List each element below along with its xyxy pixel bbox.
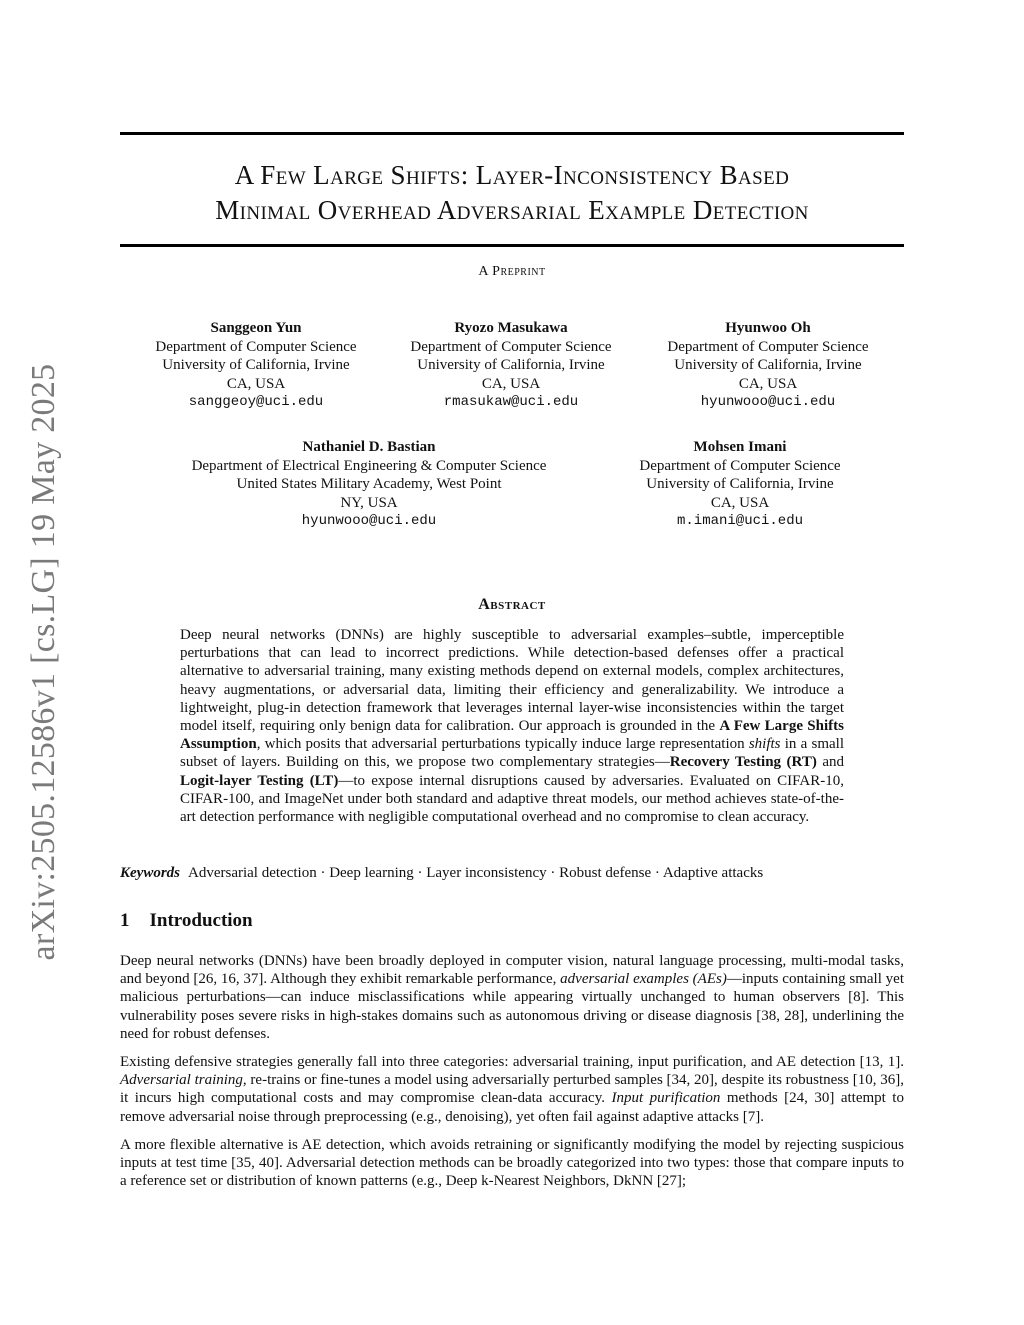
paragraph-italic: adversarial examples (AEs) [560, 971, 727, 988]
paragraph-text: —inputs containing small yet malicious perturbations—can induce misclassifications while appearing virtually unchanged to human observers [8]. This vulnerability poses severe risks in high-stakes domains such as autonomous driving or disease diagnosis [38, 28], underlining the need for robust defenses. [120, 971, 904, 1042]
author-institution: United States Military Academy, West Point [236, 476, 502, 492]
author-name: Ryozo Masukawa [454, 320, 568, 336]
author-name: Nathaniel D. Bastian [302, 439, 436, 455]
author-name: Sanggeon Yun [210, 320, 302, 336]
author-location: CA, USA [738, 375, 798, 392]
abstract-text: , which posits that adversarial perturbations typically induce large representation [256, 736, 749, 753]
section-heading [120, 910, 253, 932]
title-bottom-rule [120, 244, 904, 247]
abstract-emphasis: Recovery Testing (RT) [669, 754, 817, 771]
abstract-body [180, 626, 844, 826]
author-name: Mohsen Imani [693, 439, 787, 455]
keywords-text: Adversarial detection · Deep learning · Layer inconsistency · Robust defense · Adaptive attacks [188, 865, 764, 881]
paragraph-text: Existing defensive strategies generally fall into three categories: adversarial training, input purification, and AE detection [13, 1]. [120, 1054, 904, 1071]
preprint-label: A Preprint [478, 264, 546, 279]
author-email[interactable]: sanggeoy@uci.edu [188, 394, 324, 410]
abstract-emphasis: A Few Large Shifts Assumption [180, 718, 844, 753]
paragraph [120, 952, 904, 1043]
author-department: Department of Computer Science [410, 338, 612, 355]
paragraph [120, 1136, 904, 1191]
author-email[interactable]: hyunwooo@uci.edu [700, 394, 836, 410]
author-institution: University of California, Irvine [417, 357, 605, 373]
author-email[interactable]: m.imani@uci.edu [676, 513, 804, 529]
author-block [625, 438, 855, 531]
paragraph-text: , re-trains or fine-tunes a model using adversarially perturbed samples [34, 20], despite its robustness [10, 36], it incurs high computational costs and may compromise clean-data accuracy. [120, 1072, 905, 1107]
abstract-text: Deep neural networks (DNNs) are highly susceptible to adversarial examples–subtle, imperceptible perturbations that can lead to incorrect predictions. While detection-based defenses offer a practical alternative to adversarial training, many existing methods depend on external models, complex architectures, heavy augmentations, or adversarial data, limiting their efficiency and generalizability. We introduce a lightweight, plug-in detection framework that leverages internal layer-wise inconsistencies within the target model itself, requiring only benign data for calibration. Our approach is grounded in the [180, 627, 844, 735]
title-top-rule [120, 132, 904, 135]
author-institution: University of California, Irvine [646, 476, 834, 492]
paragraph-italic: Adversarial training [120, 1072, 243, 1089]
abstract-italic: shifts [748, 736, 781, 753]
author-block [655, 319, 881, 412]
abstract-text: and [816, 754, 844, 771]
abstract-text: —to expose internal disruptions caused by adversaries. Evaluated on CIFAR-10, CIFAR-100, and ImageNet under both standard and adaptive threat models, our method achieves state-of-the-art detection performance with negligible computational overhead and no compromise to clean accuracy. [180, 772, 844, 826]
author-name: Hyunwoo Oh [725, 320, 811, 336]
author-department: Department of Computer Science [639, 457, 841, 474]
paragraph-italic: Input purification [611, 1090, 721, 1107]
keywords-label: Keywords [120, 865, 180, 881]
title-line-2: Minimal Overhead Adversarial Example Detection [215, 195, 809, 225]
author-location: NY, USA [340, 494, 398, 511]
author-block [398, 319, 624, 412]
paragraph [120, 1053, 904, 1126]
arxiv-identifier: arXiv:2505.12586v1 [cs.LG] 19 May 2025 [25, 363, 62, 961]
author-block [143, 319, 369, 412]
author-department: Department of Computer Science [155, 338, 357, 355]
author-email[interactable]: hyunwooo@uci.edu [301, 513, 437, 529]
author-department: Department of Electrical Engineering & Computer Science [191, 457, 547, 474]
author-location: CA, USA [226, 375, 286, 392]
section-title: Introduction [149, 910, 253, 931]
title-line-1: A Few Large Shifts: Layer-Inconsistency Based [234, 160, 790, 190]
author-block [166, 438, 572, 531]
author-institution: University of California, Irvine [162, 357, 350, 373]
introduction-body [120, 952, 904, 1200]
paper-title [120, 158, 904, 228]
abstract-heading: Abstract [478, 596, 546, 613]
author-location: CA, USA [710, 494, 770, 511]
paragraph-text: Deep neural networks (DNNs) have been broadly deployed in computer vision, natural language processing, multi-modal tasks, and beyond [26, 16, 37]. Although they exhibit remarkable performance, [120, 953, 904, 988]
paragraph-text: methods [24, 30] attempt to remove adversarial noise through preprocessing (e.g., denoising), yet often fail against adaptive attacks [7]. [120, 1090, 904, 1125]
keywords-line [120, 864, 904, 882]
section-number: 1 [120, 910, 130, 931]
author-location: CA, USA [481, 375, 541, 392]
author-institution: University of California, Irvine [674, 357, 862, 373]
abstract-emphasis: Logit-layer Testing (LT) [180, 772, 339, 789]
author-email[interactable]: rmasukaw@uci.edu [443, 394, 579, 410]
author-department: Department of Computer Science [667, 338, 869, 355]
paragraph-text: A more flexible alternative is AE detection, which avoids retraining or significantly modifying the model by rejecting suspicious inputs at test time [35, 40]. Adversarial detection methods can be broadly categorized into two types: those that compare inputs to a reference set or distribution of known patterns (e.g., Deep k-Nearest Neighbors, DkNN [27]; [120, 1136, 904, 1190]
abstract-text: in a small subset of layers. Building on this, we propose two complementary strategies— [180, 736, 844, 771]
